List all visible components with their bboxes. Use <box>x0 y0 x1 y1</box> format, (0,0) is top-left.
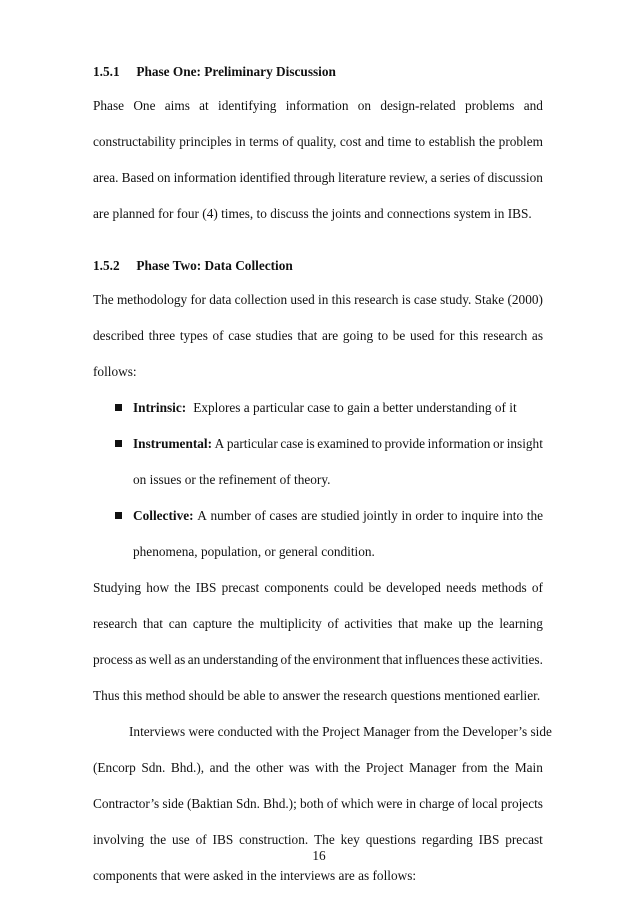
list-item-continuation: phenomena, population, or general condition. <box>133 544 375 559</box>
paragraph-studying <box>93 580 543 724</box>
text-line: Interviews were conducted with the Project Manager from the Developer’s side <box>129 724 552 739</box>
text-line: are planned for four (4) times, to discuss the joints and connections system in IBS. <box>93 206 532 221</box>
square-bullet-icon <box>115 404 122 411</box>
text-line: Thus this method should be able to answer the research questions mentioned earlier. <box>93 688 541 703</box>
text-line: (Encorp Sdn. Bhd.), and the other was with the Project Manager from the Main <box>93 760 543 775</box>
list-item-continuation: on issues or the refinement of theory. <box>133 472 331 487</box>
list-item-term: Intrinsic: <box>133 400 187 415</box>
paragraph-methodology <box>93 292 543 400</box>
text-line: involving the use of IBS construction. The key questions regarding IBS precast <box>93 832 543 847</box>
case-study-types-list <box>93 400 543 580</box>
text-line: Contractor’s side (Baktian Sdn. Bhd.); both of which were in charge of local projects <box>93 796 543 811</box>
section-heading-1-5-2 <box>93 258 543 274</box>
list-item-text: Explores a particular case to gain a better understanding of it <box>193 400 517 415</box>
text-line: follows: <box>93 364 137 379</box>
text-line: Phase One aims at identifying information on design-related problems and <box>93 98 543 113</box>
section-title: Phase One: Preliminary Discussion <box>136 64 336 79</box>
text-line: Studying how the IBS precast components could be developed needs methods of <box>93 580 543 595</box>
square-bullet-icon <box>115 512 122 519</box>
text-line: area. Based on information identified through literature review, a series of discussion <box>93 170 543 185</box>
list-item-instrumental: Instrumental: A particular case is examined to provide information or insight <box>93 436 543 472</box>
list-item-intrinsic <box>93 400 543 436</box>
section-title: Phase Two: Data Collection <box>136 258 293 273</box>
list-item-term: Collective: <box>133 508 194 523</box>
section-heading-1-5-1 <box>93 64 543 80</box>
text-line: process as well as an understanding of the environment that influences these activities. <box>93 652 543 667</box>
text-line: components that were asked in the interviews are as follows: <box>93 868 417 883</box>
text-line: The methodology for data collection used in this research is case study. Stake (2000) <box>93 292 543 307</box>
section-number: 1.5.1 <box>93 64 120 79</box>
paragraph-phase-one <box>93 98 543 242</box>
text-line: constructability principles in terms of quality, cost and time to establish the problem <box>93 134 543 149</box>
page-number: 16 <box>312 848 326 863</box>
list-item-collective: Collective: A number of cases are studied jointly in order to inquire into the <box>93 508 543 544</box>
square-bullet-icon <box>115 440 122 447</box>
section-number: 1.5.2 <box>93 258 120 273</box>
list-item-term: Instrumental: <box>133 436 213 451</box>
document-page <box>93 64 552 904</box>
paragraph-interviews <box>93 724 552 904</box>
text-line: research that can capture the multiplicity of activities that make up the learning <box>93 616 543 631</box>
text-line: described three types of case studies that are going to be used for this research as <box>93 328 543 343</box>
